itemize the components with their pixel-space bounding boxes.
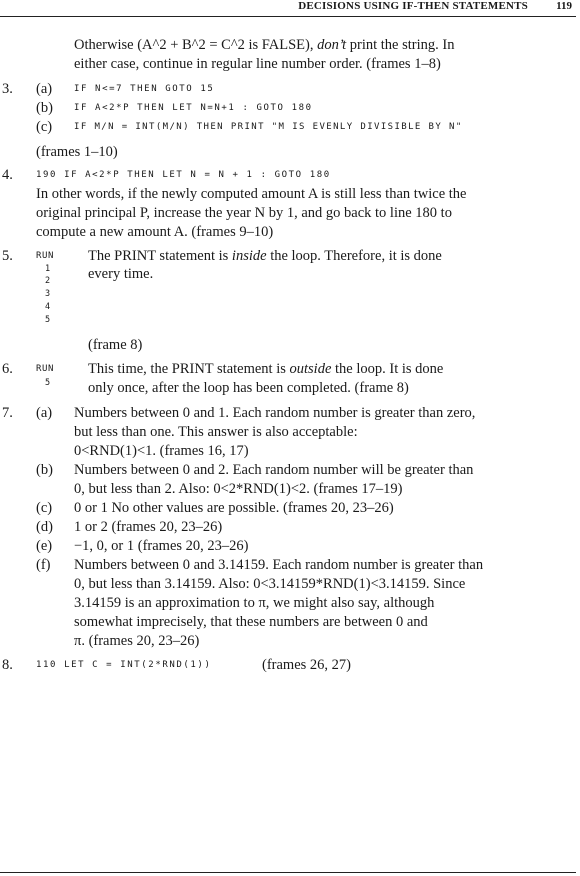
answer-3a-label: (a) bbox=[36, 81, 53, 97]
answer-7b-label: (b) bbox=[36, 462, 53, 478]
answer-6-line-2: only once, after the loop has been completed. (frame 8) bbox=[88, 380, 409, 396]
answer-7f-line-4: somewhat imprecisely, that these numbers are between 0 and bbox=[74, 614, 428, 630]
answer-7e-label: (e) bbox=[36, 538, 53, 554]
footer-rule bbox=[0, 872, 576, 873]
answer-5-output-2: 2 bbox=[45, 276, 51, 286]
answer-7f-line-3: 3.14159 is an approximation to π, we might also say, although bbox=[74, 595, 435, 611]
answer-7c-label: (c) bbox=[36, 500, 53, 516]
answer-6-line-1: This time, the PRINT statement is outside the loop. It is done bbox=[88, 361, 444, 377]
answer-7b-line-1: Numbers between 0 and 2. Each random number will be greater than bbox=[74, 462, 474, 478]
answer-7c-text: 0 or 1 No other values are possible. (frames 20, 23–26) bbox=[74, 500, 394, 516]
answer-3b-code: IF A<2*P THEN LET N=N+1 : GOTO 180 bbox=[74, 103, 313, 113]
answer-5-run: RUN bbox=[36, 251, 55, 261]
answer-5-output-5: 5 bbox=[45, 315, 51, 325]
answer-3a-code: IF N<=7 THEN GOTO 15 bbox=[74, 84, 215, 94]
answer-7a-label: (a) bbox=[36, 405, 53, 421]
answer-5-frames: (frame 8) bbox=[88, 337, 143, 353]
answer-7a-line-1: Numbers between 0 and 1. Each random number is greater than zero, bbox=[74, 405, 476, 421]
answer-8-code: 110 LET C = INT(2*RND(1)) bbox=[36, 660, 212, 670]
answer-8-number: 8. bbox=[2, 657, 13, 673]
answer-8-frames: (frames 26, 27) bbox=[262, 657, 351, 673]
running-header bbox=[0, 0, 572, 16]
answer-7f-label: (f) bbox=[36, 557, 51, 573]
answer-7a-line-3: 0<RND(1)<1. (frames 16, 17) bbox=[74, 443, 249, 459]
answer-5-line-1: The PRINT statement is inside the loop. Therefore, it is done bbox=[88, 248, 442, 264]
answer-4-line-3: compute a new amount A. (frames 9–10) bbox=[36, 224, 274, 240]
continuation-line-2: either case, continue in regular line number order. (frames 1–8) bbox=[74, 56, 441, 72]
continuation-line-1: Otherwise (A^2 + B^2 = C^2 is FALSE), don’t print the string. In bbox=[74, 37, 455, 53]
answer-7-number: 7. bbox=[2, 405, 13, 421]
answer-5-line-2: every time. bbox=[88, 266, 154, 282]
answer-4-line-2: original principal P, increase the year N by 1, and go back to line 180 to bbox=[36, 205, 452, 221]
header-rule bbox=[0, 16, 576, 17]
answer-3b-label: (b) bbox=[36, 100, 53, 116]
answer-3c-code: IF M/N = INT(M/N) THEN PRINT "M IS EVENLY DIVISIBLE BY N" bbox=[74, 122, 463, 132]
answer-6-output: 5 bbox=[45, 378, 51, 388]
answer-3-number: 3. bbox=[2, 81, 13, 97]
answer-7a-line-2: but less than one. This answer is also acceptable: bbox=[74, 424, 358, 440]
answer-5-output-4: 4 bbox=[45, 302, 51, 312]
page-number: 119 bbox=[556, 0, 572, 12]
answer-7d-label: (d) bbox=[36, 519, 53, 535]
answer-7d-text: 1 or 2 (frames 20, 23–26) bbox=[74, 519, 223, 535]
answer-6-number: 6. bbox=[2, 361, 13, 377]
answer-3c-label: (c) bbox=[36, 119, 53, 135]
answer-7b-line-2: 0, but less than 2. Also: 0<2*RND(1)<2. (frames 17–19) bbox=[74, 481, 403, 497]
answer-7f-line-2: 0, but less than 3.14159. Also: 0<3.14159*RND(1)<3.14159. Since bbox=[74, 576, 466, 592]
answer-5-output-3: 3 bbox=[45, 289, 51, 299]
answer-7e-text: −1, 0, or 1 (frames 20, 23–26) bbox=[74, 538, 249, 554]
answer-6-run: RUN bbox=[36, 364, 55, 374]
answer-4-code: 190 IF A<2*P THEN LET N = N + 1 : GOTO 180 bbox=[36, 170, 331, 180]
answer-3-frames: (frames 1–10) bbox=[36, 144, 118, 160]
answer-5-number: 5. bbox=[2, 248, 13, 264]
answer-7f-line-5: π. (frames 20, 23–26) bbox=[74, 633, 200, 649]
answer-4-number: 4. bbox=[2, 167, 13, 183]
answer-7f-line-1: Numbers between 0 and 3.14159. Each random number is greater than bbox=[74, 557, 484, 573]
answer-5-output-1: 1 bbox=[45, 264, 51, 274]
chapter-title: DECISIONS USING IF-THEN STATEMENTS bbox=[298, 0, 528, 12]
answer-4-line-1: In other words, if the newly computed amount A is still less than twice the bbox=[36, 186, 467, 202]
